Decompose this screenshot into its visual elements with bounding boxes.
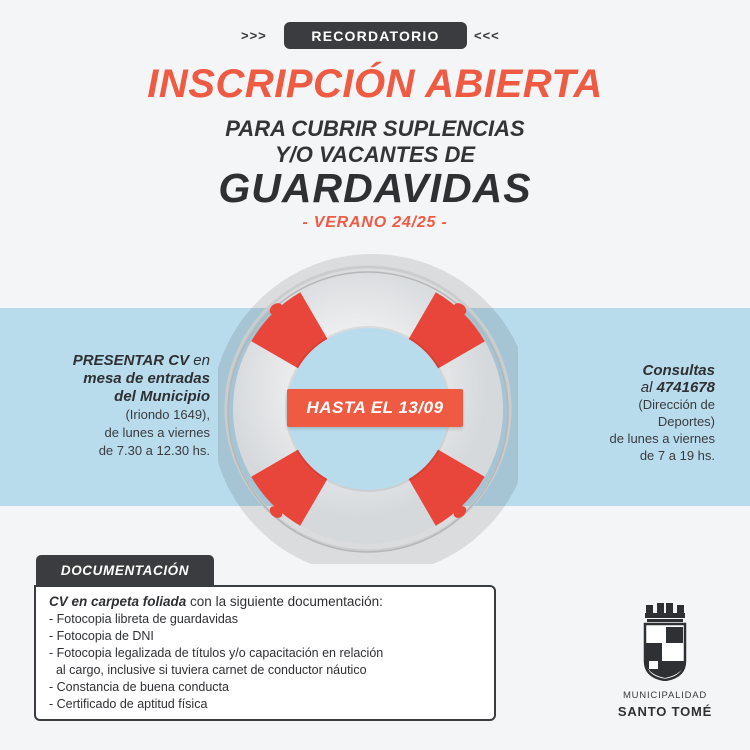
present-cv-days: de lunes a viernes (104, 425, 210, 440)
documentation-item: - Constancia de buena conducta (49, 680, 229, 694)
present-cv-address: (Iriondo 1649), (125, 407, 210, 422)
consultas-phone: 4741678 (656, 379, 715, 396)
documentation-item: al cargo, inclusive si tuviera carnet de conductor náutico (49, 663, 367, 677)
present-cv-lead: PRESENTAR CV (72, 352, 190, 369)
main-title: INSCRIPCIÓN ABIERTA (147, 62, 603, 106)
logo-line-2: SANTO TOMÉ (617, 704, 713, 719)
documentation-intro-bold: CV en carpeta foliada (49, 594, 187, 609)
documentation-box (34, 585, 496, 721)
chevrons-right: <<< (474, 28, 500, 43)
deadline-badge: HASTA EL 13/09 (287, 389, 463, 427)
consultas-phone-prefix: al (640, 379, 657, 396)
consultas-info (535, 362, 715, 464)
present-cv-hours: de 7.30 a 12.30 hs. (98, 443, 210, 458)
chevrons-left: >>> (241, 28, 267, 43)
documentation-intro-rest: con la siguiente documentación: (186, 594, 383, 609)
consultas-dept-line1: (Dirección de (638, 397, 715, 412)
documentation-item: - Fotocopia legalizada de títulos y/o capacitación en relación (49, 646, 384, 660)
consultas-dept-line2: Deportes) (657, 414, 715, 429)
season-label: - VERANO 24/25 - (302, 214, 448, 231)
consultas-days: de lunes a viernes (609, 431, 715, 446)
reminder-badge: RECORDATORIO (284, 22, 467, 49)
present-cv-line3: del Municipio (114, 388, 210, 405)
present-cv-lead-rest: en (189, 352, 210, 369)
consultas-hours: de 7 a 19 hs. (639, 448, 715, 463)
consultas-title: Consultas (642, 362, 715, 379)
present-cv-line2: mesa de entradas (83, 370, 210, 387)
documentation-item: - Fotocopia libreta de guardavidas (49, 612, 239, 626)
subtitle-line-2: Y/O VACANTES DE (274, 142, 476, 167)
documentation-item: - Fotocopia de DNI (49, 629, 154, 643)
santo-tome-crest-icon (640, 603, 690, 681)
logo-line-1: MUNICIPALIDAD (622, 690, 708, 701)
subtitle-line-1: PARA CUBRIR SUPLENCIAS (225, 116, 525, 141)
documentation-tab: DOCUMENTACIÓN (36, 555, 214, 585)
big-title: GUARDAVIDAS (218, 165, 532, 211)
documentation-item: - Certificado de aptitud física (49, 697, 208, 711)
present-cv-info (10, 352, 210, 460)
